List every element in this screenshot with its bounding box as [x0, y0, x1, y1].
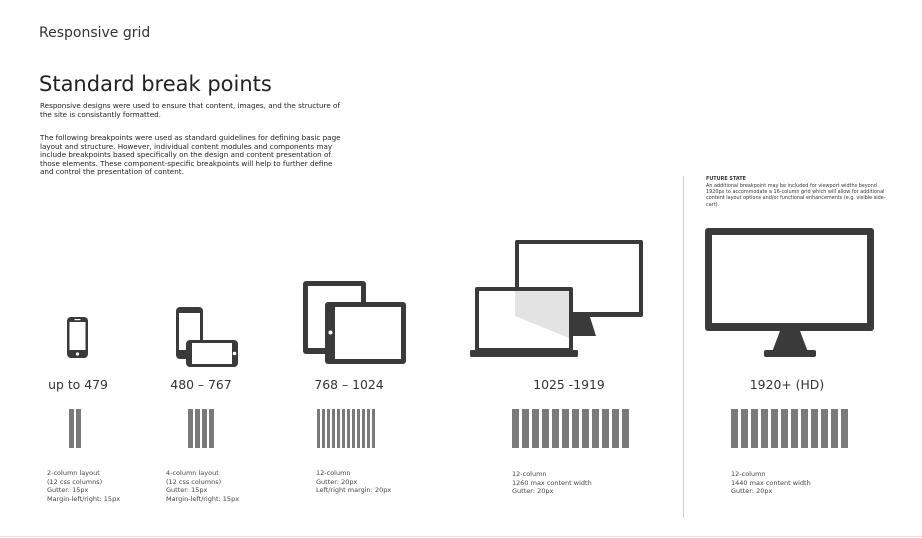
column-grid: [317, 409, 375, 448]
grid-column: [602, 409, 609, 448]
grid-column: [352, 409, 355, 448]
grid-column: [791, 409, 798, 448]
grid-column: [342, 409, 345, 448]
breakpoint-label: 1920+ (HD): [749, 377, 825, 392]
phone-rotation-icon: [173, 306, 239, 368]
column-grid: [731, 409, 848, 448]
grid-column: [841, 409, 848, 448]
grid-column: [202, 409, 207, 448]
grid-column: [622, 409, 629, 448]
tablet-icon: [302, 280, 406, 364]
breakpoint-notes: 12-column Gutter: 20px Left/right margin: 20px: [316, 469, 392, 494]
grid-column: [76, 409, 81, 448]
grid-column: [337, 409, 340, 448]
grid-column: [731, 409, 738, 448]
intro-paragraph: Responsive designs were used to ensure that content, images, and the structure of the site is consistantly formatted.: [40, 101, 340, 119]
grid-column: [367, 409, 370, 448]
future-state-text: An additional breakpoint may be included for viewport widths beyond 1920px to accommodate a 16-column grid which will allow for additional content layout options and/or functional enhancements (e.g. visible side-cart).: [706, 183, 886, 208]
grid-column: [552, 409, 559, 448]
column-grid: [69, 409, 81, 448]
future-state-title: FUTURE STATE: [706, 176, 746, 182]
divider: [683, 176, 684, 518]
grid-column: [327, 409, 330, 448]
grid-column: [357, 409, 360, 448]
phone-icon: [66, 316, 90, 360]
grid-column: [188, 409, 193, 448]
grid-column: [362, 409, 365, 448]
grid-column: [332, 409, 335, 448]
grid-column: [582, 409, 589, 448]
page-title: Standard break points: [39, 72, 272, 96]
intro-paragraph: The following breakpoints were used as standard guidelines for defining basic page layout and structure. However, individual content modules and components may include breakpoints based specifically on the design and content presentation of those elements. These component-specific breakpoints will help to further define and control the presentation of content.: [40, 133, 341, 177]
breakpoint-notes: 12-column 1440 max content width Gutter: 20px: [731, 470, 811, 495]
grid-column: [522, 409, 529, 448]
grid-column: [801, 409, 808, 448]
bottom-divider: [0, 536, 922, 537]
grid-column: [771, 409, 778, 448]
laptop-monitor-icon: [470, 238, 646, 360]
grid-column: [347, 409, 350, 448]
breakpoint-label: up to 479: [48, 377, 108, 392]
grid-column: [532, 409, 539, 448]
grid-column: [751, 409, 758, 448]
column-grid: [188, 409, 214, 448]
grid-column: [612, 409, 619, 448]
grid-column: [821, 409, 828, 448]
breakpoint-label: 768 – 1024: [314, 377, 384, 392]
grid-column: [69, 409, 74, 448]
grid-column: [322, 409, 325, 448]
breakpoint-notes: 4-column layout (12 css columns) Gutter: 15px Margin-left/right: 15px: [166, 469, 240, 503]
breakpoint-label: 480 – 767: [170, 377, 232, 392]
grid-column: [562, 409, 569, 448]
breakpoint-label: 1025 -1919: [533, 377, 605, 392]
grid-column: [761, 409, 768, 448]
breakpoint-notes: 2-column layout (12 css columns) Gutter: 15px Margin-left/right: 15px: [47, 469, 121, 503]
grid-column: [542, 409, 549, 448]
section-title: Responsive grid: [39, 25, 151, 41]
grid-column: [209, 409, 214, 448]
grid-column: [831, 409, 838, 448]
grid-column: [781, 409, 788, 448]
grid-column: [592, 409, 599, 448]
grid-column: [317, 409, 320, 448]
grid-column: [512, 409, 519, 448]
hd-monitor-icon: [704, 227, 876, 361]
breakpoint-notes: 12-column 1260 max content width Gutter: 20px: [512, 470, 592, 495]
grid-column: [372, 409, 375, 448]
grid-column: [741, 409, 748, 448]
column-grid: [512, 409, 629, 448]
grid-column: [811, 409, 818, 448]
grid-column: [572, 409, 579, 448]
grid-column: [195, 409, 200, 448]
